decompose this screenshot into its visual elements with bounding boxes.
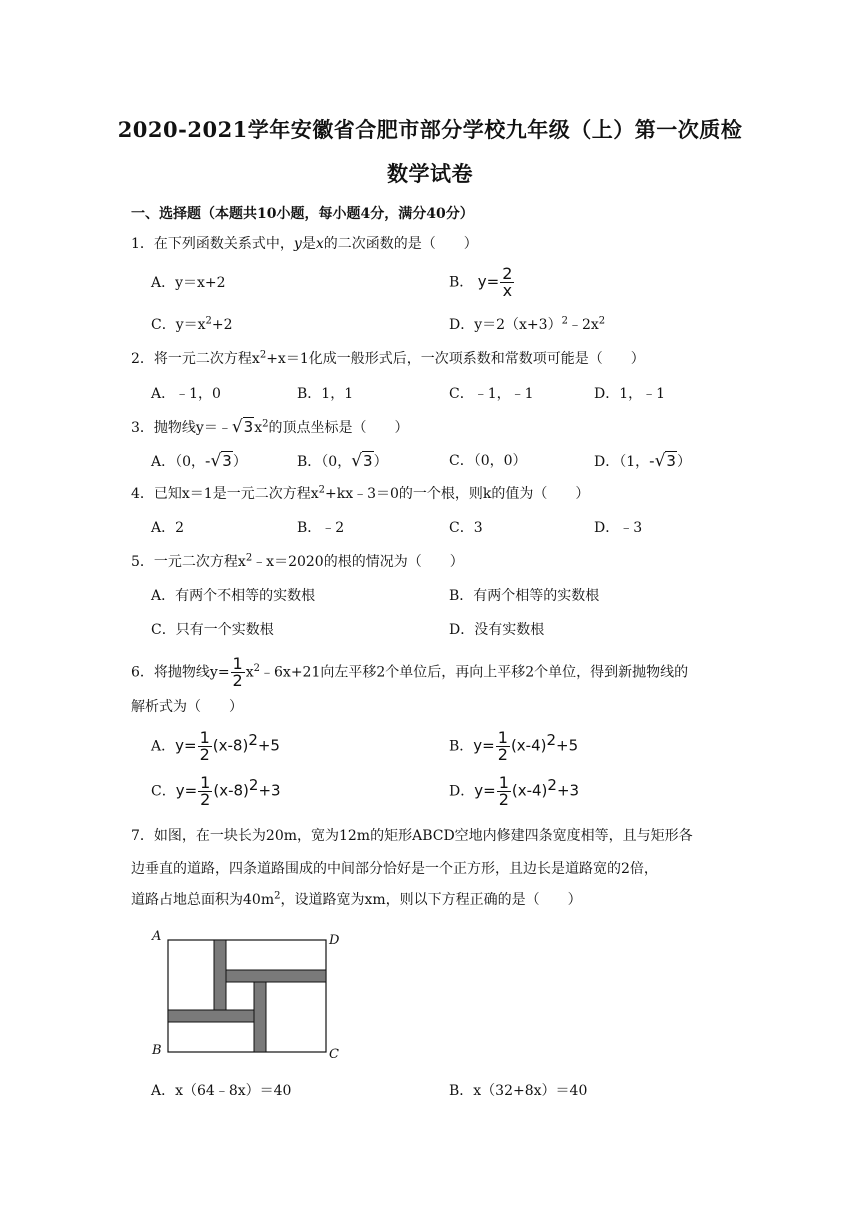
q3-text-b: x — [254, 420, 263, 436]
q6-text-c: ﹣6x+21向左平移2个单位后，再向上平移2个单位，得到新抛物线的 — [260, 664, 689, 681]
question-7-line2: 边垂直的道路，四条道路围成的中间部分恰好是一个正方形，且边长是道路宽的2倍， — [131, 861, 658, 877]
q6-option-b — [449, 730, 578, 763]
q3-option-b-sqrt: √3 — [351, 451, 373, 471]
q1-option-a: A．y＝x+2 — [151, 275, 226, 291]
question-6-stem — [131, 656, 688, 689]
question-7-line3 — [131, 891, 582, 909]
q6-option-a-tail: +5 — [257, 736, 280, 755]
q3-sqrt-arg: 3 — [243, 418, 254, 436]
q1-option-c — [151, 316, 233, 334]
q1-option-d-sup1: 2 — [561, 315, 568, 327]
q7-line3-b: ，设道路宽为xm，则以下方程正确的是（ ） — [280, 892, 582, 908]
q2-option-b: B．1，1 — [297, 386, 354, 402]
q6-option-d-sup: 2 — [547, 775, 557, 794]
q6-option-b-pre: y= — [473, 736, 495, 755]
q3-option-d-arg: 3 — [666, 452, 676, 470]
question-3-stem — [131, 418, 409, 437]
q6-option-b-sup: 2 — [546, 730, 557, 749]
road-horizontal-top — [226, 970, 326, 982]
q3-option-d-neg: - — [649, 452, 655, 470]
rectangle-abcd — [168, 940, 326, 1052]
q6-option-d-num: 1 — [498, 773, 509, 792]
road-rectangle-figure — [148, 926, 348, 1066]
q6-fraction — [231, 656, 245, 689]
q1-option-c-a: C．y＝x — [151, 317, 206, 333]
q3-option-a-arg: 3 — [222, 452, 232, 470]
vertex-label-a: A — [152, 929, 162, 944]
q5-text-b: ﹣x＝2020的根的情况为（ ） — [252, 554, 464, 570]
q1-text-c: 的二次函数的是（ ） — [323, 236, 478, 252]
q7-line3-a: 道路占地总面积为40m — [131, 892, 275, 908]
vertex-label-b: B — [152, 1043, 162, 1058]
q6-option-d — [449, 775, 579, 808]
q6-option-c-sup: 2 — [248, 775, 259, 794]
q6-option-d-den: 2 — [498, 790, 509, 809]
q3-option-d-sqrt: -√3 — [649, 451, 676, 471]
q6-option-a-label: A． — [151, 738, 176, 755]
q3-option-a — [151, 452, 247, 471]
q3-text-c: 的顶点坐标是（ ） — [268, 420, 409, 436]
q1-option-d-sup2: 2 — [598, 315, 606, 327]
q6-option-b-den: 2 — [497, 745, 508, 764]
vertex-label-d: D — [329, 933, 340, 948]
q1-fraction-denominator: x — [502, 281, 513, 300]
q1-option-b-label: B． — [449, 274, 474, 291]
q1-text-b: 是 — [301, 236, 316, 252]
q3-option-b-a: B．（0， — [297, 454, 352, 470]
q1-fraction-numerator: 2 — [502, 264, 513, 283]
q1-option-b-fraction — [500, 266, 514, 299]
q6-option-c-tail: +3 — [258, 781, 281, 800]
q3-option-b-b: ） — [373, 454, 388, 470]
vertex-label-c: C — [329, 1047, 339, 1062]
q7-option-b: B．x（32+8x）＝40 — [449, 1083, 588, 1099]
q3-sqrt: √3 — [231, 417, 254, 437]
question-7-line1: 7．如图，在一块长为20m，宽为12m的矩形ABCD空地内修建四条宽度相等，且与矩形各 — [131, 828, 693, 844]
exam-title-line1: 2020-2021学年安徽省合肥市部分学校九年级（上）第一次质检 — [117, 117, 743, 142]
q3-option-a-sqrt: -√3 — [205, 451, 232, 471]
q6-option-c — [151, 775, 281, 808]
road-vertical-right — [254, 982, 266, 1052]
q6-option-b-num: 1 — [497, 728, 508, 747]
q6-option-b-tail: +5 — [556, 736, 579, 755]
q4-option-d: D．﹣3 — [594, 520, 643, 536]
q2-option-c: C．﹣1，﹣1 — [449, 386, 534, 402]
q4-text-b: +kx﹣3＝0的一个根，则k的值为（ ） — [324, 486, 590, 502]
q6-text-b: x — [245, 664, 254, 681]
q1-option-c-b: +2 — [211, 317, 233, 333]
q6-option-c-post: (x-8) — [213, 781, 249, 800]
exam-title-line2: 数学试卷 — [387, 161, 473, 186]
q7-option-a: A．x（64﹣8x）＝40 — [151, 1083, 292, 1099]
q2-sup: 2 — [259, 349, 267, 361]
q5-option-d: D．没有实数根 — [449, 622, 545, 638]
q1-option-b-y: y= — [477, 272, 500, 291]
q6-option-b-fraction — [496, 730, 510, 763]
q6-option-a-sup: 2 — [248, 730, 258, 749]
q3-option-b — [297, 452, 388, 471]
q6-option-a-fraction — [198, 730, 212, 763]
q4-text-a: 4．已知x＝1是一元二次方程x — [131, 486, 319, 502]
q4-option-a: A．2 — [151, 520, 185, 536]
q2-option-a: A．﹣1，0 — [151, 386, 221, 402]
q2-option-d: D．1，﹣1 — [594, 386, 666, 402]
q1-option-d — [449, 316, 605, 334]
q4-option-c: C．3 — [449, 520, 483, 536]
q1-option-d-b: ﹣2x — [567, 317, 599, 333]
q6-option-a — [151, 730, 280, 763]
q3-option-d — [594, 452, 691, 471]
q3-option-a-b: ） — [232, 454, 247, 470]
q6-option-c-num: 1 — [200, 773, 211, 792]
q6-option-a-post: (x-8) — [212, 736, 249, 755]
q4-sup: 2 — [318, 484, 325, 496]
section-heading: 一、选择题（本题共10小题，每小题4分，满分40分） — [131, 206, 474, 222]
q6-sup: 2 — [253, 662, 261, 674]
q3-option-a-a: A．（0， — [151, 454, 206, 470]
q5-option-c: C．只有一个实数根 — [151, 622, 274, 638]
question-5-stem — [131, 553, 464, 571]
q3-option-c: C．（0，0） — [449, 453, 527, 469]
q5-option-b: B．有两个相等的实数根 — [449, 588, 600, 604]
q2-text-b: x — [251, 351, 260, 367]
q6-option-d-pre: y= — [474, 781, 496, 800]
q1-var-x: x — [315, 236, 324, 252]
q3-option-d-a: D．（1， — [594, 454, 650, 470]
q6-option-a-pre: y= — [175, 736, 197, 755]
q1-option-b — [449, 266, 515, 299]
question-2-stem — [131, 350, 645, 368]
q1-text-a: 1．在下列函数关系式中， — [131, 236, 294, 252]
q6-option-b-label: B． — [449, 738, 474, 755]
q6-fraction-numerator: 1 — [232, 654, 243, 673]
q6-option-c-label: C． — [151, 783, 176, 800]
q6-fraction-denominator: 2 — [232, 671, 243, 690]
question-1-stem — [131, 235, 478, 253]
question-4-stem — [131, 485, 589, 503]
q3-sup: 2 — [262, 418, 269, 430]
q2-text-a: 2．将一元二次方程 — [131, 351, 252, 367]
q1-var-y: y — [293, 236, 302, 252]
q1-option-c-sup: 2 — [205, 315, 212, 327]
question-6-stem-2: 解析式为（ ） — [131, 699, 243, 715]
q6-option-c-fraction — [198, 775, 212, 808]
q5-sup: 2 — [245, 552, 253, 564]
q2-text-c: +x＝1化成一般形式后，一次项系数和常数项可能是（ ） — [266, 351, 645, 367]
road-horizontal-bottom — [168, 1010, 254, 1022]
q5-option-a: A．有两个不相等的实数根 — [151, 588, 316, 604]
q3-option-d-b: ） — [676, 454, 691, 470]
q3-option-a-neg: - — [205, 452, 211, 470]
q7-sup: 2 — [274, 890, 281, 902]
q6-option-d-fraction — [497, 775, 511, 808]
q6-option-d-tail: +3 — [556, 781, 580, 800]
q6-option-c-den: 2 — [200, 790, 211, 809]
q4-option-b: B．﹣2 — [297, 520, 345, 536]
q6-option-d-post: (x-4) — [511, 781, 548, 800]
q6-option-a-num: 1 — [199, 728, 210, 747]
q3-option-b-arg: 3 — [363, 452, 373, 470]
road-vertical-left — [214, 940, 226, 1010]
q6-option-c-pre: y= — [175, 781, 198, 800]
q6-text-a: 6．将抛物线y= — [131, 664, 230, 681]
q6-option-b-post: (x-4) — [510, 736, 547, 755]
q3-text-a: 3．抛物线y＝﹣ — [131, 420, 232, 436]
q6-option-a-den: 2 — [199, 745, 210, 764]
q6-option-d-label: D． — [449, 783, 475, 800]
q5-text-a: 5．一元二次方程x — [131, 554, 246, 570]
q1-option-d-a: D．y＝2（x+3） — [449, 317, 562, 333]
